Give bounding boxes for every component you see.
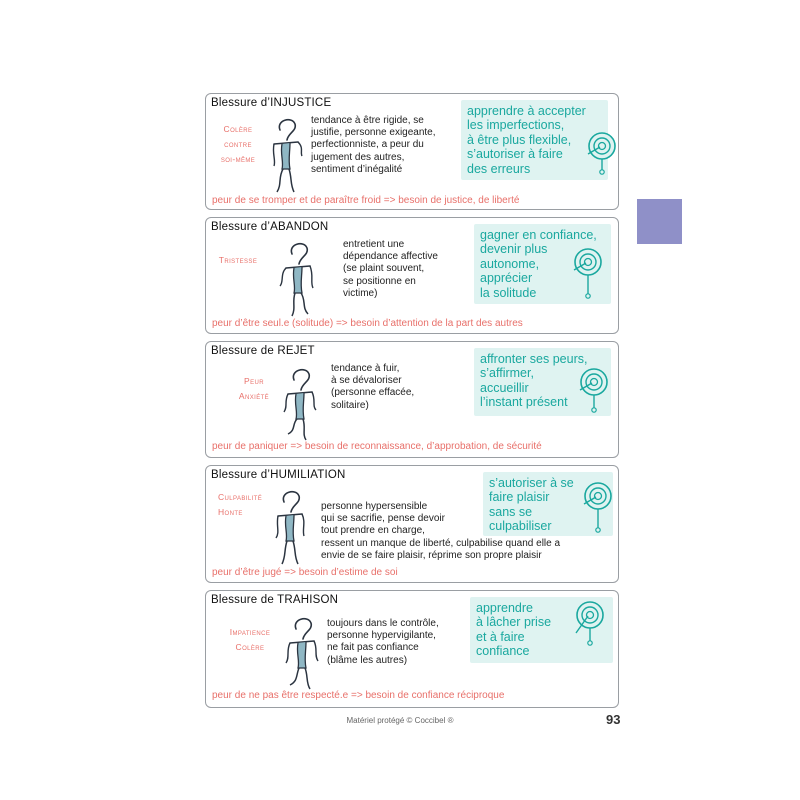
stick-figure-icon [268,486,310,566]
card-trahison [205,590,619,708]
description: tendance à fuir, à se dévaloriser (personne effacée, solitaire) [331,363,415,411]
card-title: Blessure d’INJUSTICE [211,97,332,109]
target-icon [578,366,610,416]
footer-fear-need: peur de ne pas être respecté.e => besoin de confiance réciproque [212,690,505,701]
stick-figure-icon [276,238,318,318]
card-title: Blessure de REJET [211,345,315,357]
footer-fear-need: peur de paniquer => besoin de reconnaissance, d’approbation, de sécurité [212,441,542,452]
emotions: Culpabilité Honte [218,492,263,517]
emotions: Impatience Colère [229,627,271,652]
card-rejet [205,341,619,458]
footer-fear-need: peur d’être jugé => besoin d’estime de soi [212,567,398,578]
card-injustice [205,93,619,210]
target-icon [582,480,614,536]
emotions: Peur Anxiété [238,376,270,401]
description: tendance à être rigide, se justifie, personne exigeante, perfectionniste, a peur du jugement des autres, sentiment d’inégalité [311,115,436,175]
card-abandon [205,217,619,334]
target-icon [574,599,606,649]
advice-box: apprendre à lâcher prise et à faire confiance [470,597,613,663]
stick-figure-icon [280,613,322,693]
advice-box: affronter ses peurs, s’affirmer, accueillir l’instant présent [474,348,611,416]
footer-fear-need: peur d’être seul.e (solitude) => besoin d’attention de la part des autres [212,318,523,329]
description: entretient une dépendance affective (se plaint souvent, se positionne en victime) [343,239,438,299]
card-title: Blessure d’HUMILIATION [211,469,346,481]
card-title: Blessure d’ABANDON [211,221,329,233]
description: toujours dans le contrôle, personne hypervigilante, ne fait pas confiance (blâme les autres) [327,618,439,666]
advice-box: apprendre à accepter les imperfections, à être plus flexible, s’autoriser à faire des erreurs [461,100,608,180]
copyright-notice: Matériel protégé © Coccibel ® [346,716,454,725]
stick-figure-icon [278,364,320,444]
page-number: 93 [606,712,621,727]
emotions: Colère contre soi-même [220,124,256,164]
description: personne hypersensible qui se sacrifie, pense devoir tout prendre en charge, ressent un manque de liberté, culpabilise quand elle a envie de se faire plaisir, réprime son propre plaisir [321,501,561,561]
stick-figure-icon [264,114,306,194]
advice-box: gagner en confiance, devenir plus autonome, apprécier la solitude [474,224,611,304]
chapter-tab [637,199,682,244]
target-icon [586,130,618,176]
advice-box: s’autoriser à se faire plaisir sans se culpabiliser [483,472,613,536]
card-humiliation [205,465,619,583]
emotions: Tristesse [218,255,258,265]
card-title: Blessure de TRAHISON [211,594,339,606]
target-icon [572,246,604,302]
footer-fear-need: peur de se tromper et de paraître froid => besoin de justice, de liberté [212,195,520,206]
